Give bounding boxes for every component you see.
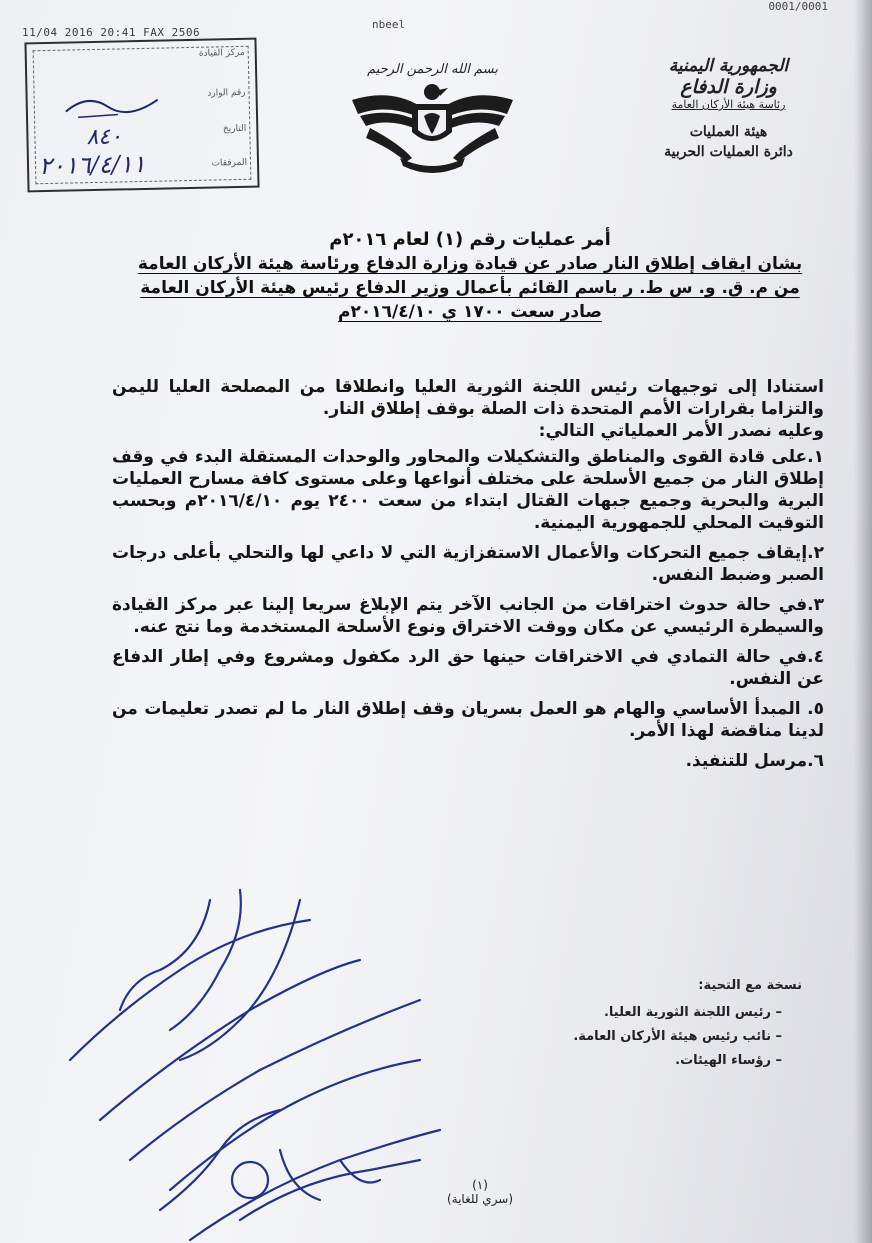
- order-item: ٤.في حالة التمادي في الاختراقات حينها حق الرد مكفول ومشروع وفي إطار الدفاع عن النفس.: [112, 647, 824, 689]
- page-edge-shadow: [854, 0, 872, 1243]
- copy-recipient: – رئيس اللجنة الثورية العليا.: [520, 1001, 782, 1025]
- copy-recipient: – رؤساء الهيئات.: [520, 1049, 782, 1073]
- basmala: بسم الله الرحمن الرحيم: [367, 62, 498, 77]
- stamp-number: ٨٤٠: [86, 124, 123, 151]
- copy-recipient: – نائب رئيس هيئة الأركان العامة.: [520, 1025, 782, 1049]
- order-items-list: [112, 446, 824, 772]
- received-stamp: [24, 38, 259, 193]
- general-staff-name: رئاسة هيئة الأركان العامة: [671, 98, 786, 111]
- order-issue-time: صادر سعت ١٧٠٠ ي ٢٠١٦/٤/١٠م: [338, 302, 602, 322]
- order-item: ٦.مرسل للتنفيذ.: [685, 751, 824, 771]
- operations-authority: هيئة العمليات: [689, 124, 768, 140]
- body-intro: استنادا إلى توجيهات رئيس اللجنة الثورية العليا وانطلاقا من المصلحة العليا لليمن والتزاما بقرارات الأمم المتحدة ذات الصلة بوقف إطلاق النار.: [112, 377, 824, 419]
- order-subject: بشان ايقاف إطلاق النار صادر عن قيادة وزارة الدفاع ورئاسة هيئة الأركان العامة: [137, 254, 803, 274]
- order-body: [112, 376, 824, 780]
- stamp-date: ٢٠١٦/٤/١١: [38, 149, 146, 181]
- fax-header: 11/04 2016 20:41 FAX 2506: [22, 26, 201, 39]
- ministry-header: [641, 56, 816, 162]
- order-issuer: من م. ق. و. س ط. ر باسم القائم بأعمال وزير الدفاع رئيس هيئة الأركان العامة: [140, 278, 800, 298]
- country-name: الجمهورية اليمنية: [668, 56, 789, 76]
- order-title: أمر عمليات رقم (١) لعام ٢٠١٦م: [329, 229, 611, 250]
- stamp-label: المرفقات: [211, 157, 248, 169]
- fax-sender-id: nbeel: [372, 18, 406, 31]
- stamp-label: رقم الوارد: [207, 87, 246, 99]
- order-item: ٢.إيقاف جميع التحركات والأعمال الاستفزازية التي لا داعي لها والتحلي بأعلى درجات الصبر وضبط النفس.: [112, 543, 824, 585]
- copies-title: نسخة مع التحية:: [698, 978, 802, 993]
- order-item: ٥. المبدأ الأساسي والهام هو العمل بسريان وقف إطلاق النار ما لم تصدر تعليمات من لدينا مناقضة لهذا الأمر.: [112, 699, 824, 741]
- stamp-label: مركز القيادة: [198, 47, 245, 59]
- stamp-label: التاريخ: [222, 123, 247, 135]
- page-number: (١): [472, 1178, 488, 1192]
- copies-list: [520, 1001, 802, 1073]
- fax-page-number: 0001/0001: [768, 0, 828, 13]
- classification-label: (سري للغاية): [446, 1192, 514, 1206]
- body-lead: وعليه نصدر الأمر العملياتي التالي:: [538, 421, 824, 441]
- page-footer: [440, 1178, 520, 1206]
- copies-section: [520, 978, 802, 1073]
- yemen-eagle-emblem-icon: [350, 58, 515, 176]
- handwritten-signature-icon: [40, 860, 480, 1243]
- order-item: ١.على قادة القوى والمناطق والتشكيلات والمحاور والوحدات المستقلة البدء في وقف إطلاق النار من جميع الأسلحة على مختلف أنواعها وعلى مستوى كافة مسارح العمليات البرية والبحرية وجميع جبهات القتال ابتداء من سعت ٢٤٠٠ يوم ٢٠١٦/٤/١٠م وبحسب التوقيت المحلي للجمهورية اليمنية.: [112, 447, 825, 533]
- order-title-block: [120, 228, 820, 324]
- war-operations-department: دائرة العمليات الحربية: [664, 144, 793, 160]
- stamp-scribble-icon: [57, 81, 178, 124]
- ministry-name: وزارة الدفاع: [680, 76, 777, 98]
- order-item: ٣.في حالة حدوث اختراقات من الجانب الآخر يتم الإبلاغ سريعا إلينا عبر مركز القيادة والسيطرة الرئيسي عن مكان ووقت الاختراق ونوع الأسلحة المستخدمة وما نتج عنه.: [112, 595, 824, 637]
